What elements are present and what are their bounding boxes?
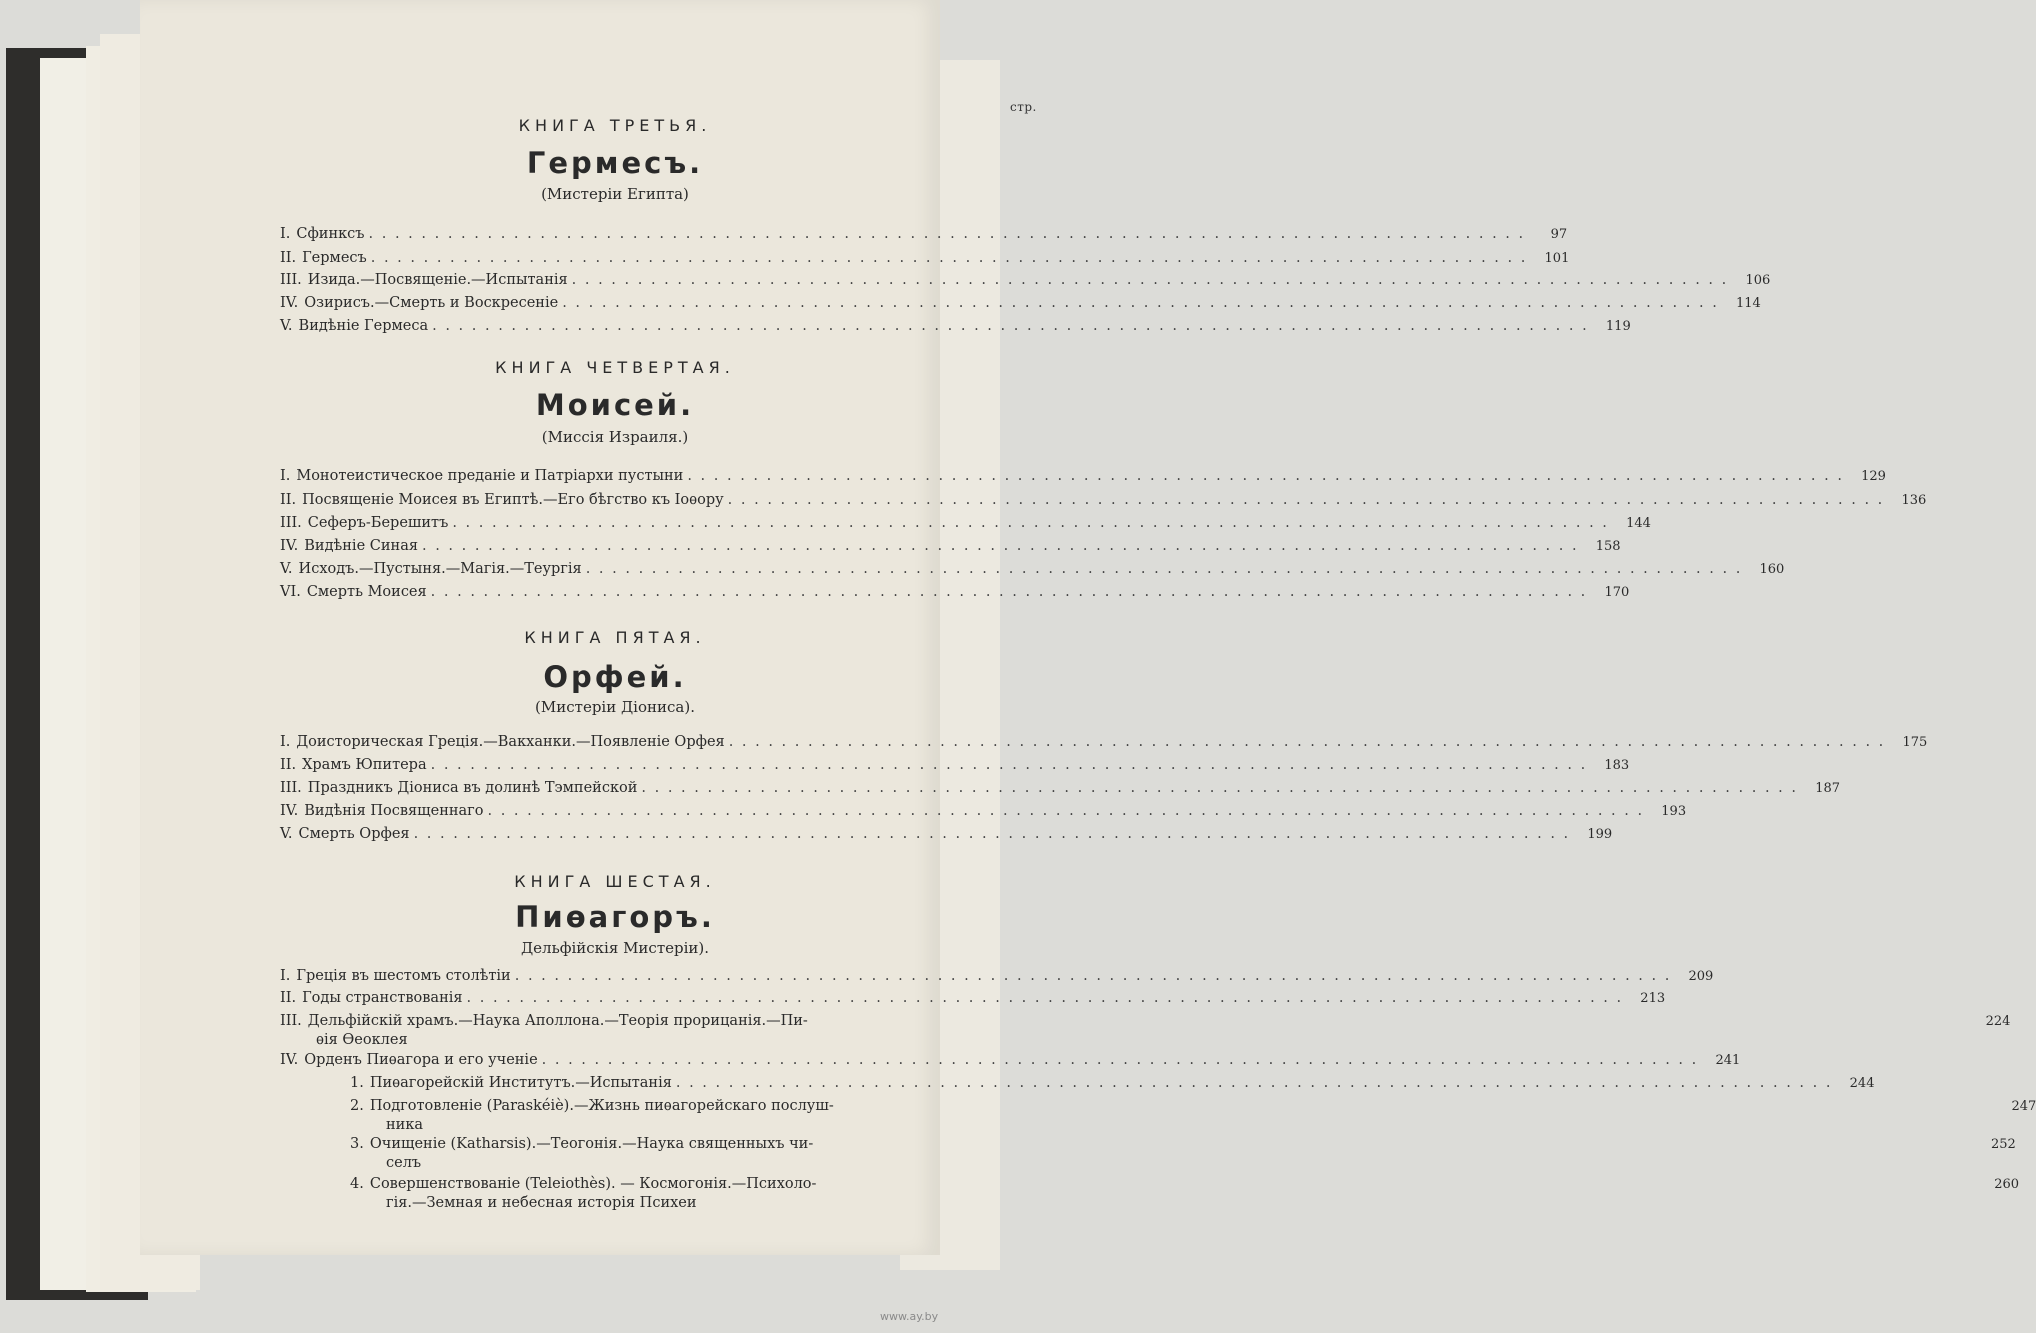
toc-entry xyxy=(280,250,1570,266)
contents-page xyxy=(140,0,2036,1255)
toc-entry xyxy=(350,1136,2016,1152)
toc-entry-page: 193 xyxy=(1661,804,1687,819)
toc-entry-page: 97 xyxy=(1550,227,1568,242)
toc-entry-title: Дельфійскій храмъ.—Наука Аполлона.—Теорія прорицанія.—Пи- xyxy=(307,1013,808,1029)
toc-entry-number: III. xyxy=(280,515,302,531)
toc-entry-number: IV. xyxy=(280,538,299,554)
toc-entry-title: Греція въ шестомъ столѣтіи xyxy=(296,968,511,984)
toc-entry xyxy=(280,734,1928,750)
toc-entry-page: 175 xyxy=(1902,735,1928,750)
dot-leader xyxy=(542,1052,1699,1068)
toc-entry-number: II. xyxy=(280,757,297,773)
toc-entry-title-continuation: гія.—Земная и небесная исторія Психеи xyxy=(386,1195,697,1211)
toc-entry-page: 170 xyxy=(1604,585,1630,600)
dot-leader xyxy=(562,295,1719,311)
book-title: Гермесъ. xyxy=(526,146,704,180)
toc-entry-number: 1. xyxy=(350,1075,364,1091)
toc-entry-title: Праздникъ Діониса въ долинѣ Тэмпейской xyxy=(307,780,638,796)
toc-entry-page: 114 xyxy=(1735,296,1761,311)
toc-entry-number: II. xyxy=(280,990,297,1006)
toc-entry-number: II. xyxy=(280,492,297,508)
book-label: КНИГА ШЕСТАЯ. xyxy=(514,872,716,891)
toc-entry xyxy=(280,538,1621,554)
watermark: www.ay.by xyxy=(880,1310,939,1323)
toc-entry-title: Орденъ Пиѳагора и его ученіе xyxy=(304,1052,538,1068)
toc-entry-page: 183 xyxy=(1604,758,1630,773)
toc-entry xyxy=(280,757,1630,773)
toc-entry-page: 129 xyxy=(1861,469,1886,484)
book-subtitle: Дельфійскія Мистеріи). xyxy=(520,939,710,957)
toc-entry-title: Видѣніе Синая xyxy=(304,538,418,554)
book-title: Моисей. xyxy=(535,388,695,422)
dot-leader xyxy=(371,250,1528,266)
toc-entry-page: 158 xyxy=(1595,539,1621,554)
toc-entry-page: 136 xyxy=(1901,493,1927,508)
dot-leader xyxy=(422,538,1579,554)
toc-entry xyxy=(350,1098,2036,1114)
dot-leader xyxy=(467,990,1624,1006)
toc-entry-title: Годы странствованія xyxy=(302,990,463,1006)
toc-entry-number: IV. xyxy=(280,295,299,311)
toc-entry-number: V. xyxy=(280,561,293,577)
toc-entry xyxy=(280,826,1613,842)
toc-entry-number: 3. xyxy=(350,1136,364,1152)
dot-leader xyxy=(687,468,1844,484)
toc-entry-number: II. xyxy=(280,250,297,266)
toc-entry xyxy=(280,515,1651,531)
toc-entry-title: Подготовленіе (Paraskéiè).—Жизнь пиѳагорейскаго послуш- xyxy=(369,1098,834,1114)
toc-entry xyxy=(280,492,1927,508)
toc-entry-title: Смерть Орфея xyxy=(298,826,410,842)
toc-entry xyxy=(280,1052,1741,1068)
book-label: КНИГА ПЯТАЯ. xyxy=(524,628,706,647)
toc-entry-title-continuation: селъ xyxy=(386,1155,422,1171)
toc-entry-title: Монотеистическое преданіе и Патріархи пустыни xyxy=(296,468,684,484)
toc-entry xyxy=(280,226,1568,242)
toc-entry-number: I. xyxy=(280,226,291,242)
toc-entry-title: Доисторическая Греція.—Вакханки.—Появленіе Орфея xyxy=(296,734,725,750)
toc-entry-page: 187 xyxy=(1815,781,1841,796)
toc-entry-title: Очищеніе (Katharsis).—Теогонія.—Наука священныхъ чи- xyxy=(369,1136,814,1152)
toc-entry-page: 160 xyxy=(1759,562,1785,577)
toc-entry-number: III. xyxy=(280,272,302,288)
toc-entry-number: 2. xyxy=(350,1098,364,1114)
toc-entry-title: Совершенствованіе (Teleiothès). — Космогонія.—Психоло- xyxy=(369,1176,817,1192)
toc-entry-title: Смерть Моисея xyxy=(306,584,427,600)
toc-entry xyxy=(280,780,1841,796)
book-subtitle: (Мистеріи Діониса). xyxy=(535,698,695,716)
toc-entry-number: I. xyxy=(280,734,291,750)
toc-entry-number: I. xyxy=(280,968,291,984)
toc-entry xyxy=(280,968,1714,984)
toc-entry-number: III. xyxy=(280,780,302,796)
dot-leader xyxy=(729,734,1886,750)
toc-entry xyxy=(280,1013,2011,1029)
toc-entry-number: IV. xyxy=(280,803,299,819)
toc-entry xyxy=(280,561,1785,577)
toc-entry-page: 252 xyxy=(1991,1137,2016,1152)
book-title: Пиѳагоръ. xyxy=(515,900,715,934)
toc-entry-title: Сфинксъ xyxy=(296,226,365,242)
toc-entry xyxy=(280,295,1761,311)
toc-entry xyxy=(280,468,1886,484)
toc-entry xyxy=(280,803,1687,819)
dot-leader xyxy=(452,515,1609,531)
toc-entry-number: IV. xyxy=(280,1052,299,1068)
toc-entry-title: Пиѳагорейскій Институтъ.—Испытанія xyxy=(369,1075,672,1091)
toc-entry-page: 209 xyxy=(1688,969,1714,984)
toc-entry-page: 260 xyxy=(1994,1177,2020,1192)
toc-entry-title: Гермесъ xyxy=(302,250,367,266)
dot-leader xyxy=(641,780,1798,796)
dot-leader xyxy=(432,318,1589,334)
dot-leader xyxy=(586,561,1743,577)
dot-leader xyxy=(431,757,1588,773)
toc-entry-number: I. xyxy=(280,468,291,484)
toc-entry xyxy=(350,1075,1875,1091)
toc-entry xyxy=(350,1176,2020,1192)
dot-leader xyxy=(431,584,1588,600)
toc-entry-page: 199 xyxy=(1587,827,1613,842)
toc-entry-title: Сеферъ-Берешитъ xyxy=(307,515,449,531)
toc-entry-number: V. xyxy=(280,826,293,842)
toc-entry-number: V. xyxy=(280,318,293,334)
dot-leader xyxy=(414,826,1571,842)
toc-entry-page: 101 xyxy=(1544,251,1570,266)
toc-entry xyxy=(280,318,1631,334)
toc-entry-page: 247 xyxy=(2011,1099,2036,1114)
book-title: Орфей. xyxy=(543,660,687,694)
dot-leader xyxy=(515,968,1672,984)
toc-entry xyxy=(280,272,1771,288)
toc-entry-title: Посвященіе Моисея въ Египтѣ.—Его бѣгство къ Іоѳору xyxy=(302,492,724,508)
toc-entry-title-continuation: ѳія Ѳеоклея xyxy=(316,1032,408,1048)
book-label: КНИГА ЧЕТВЕРТАЯ. xyxy=(495,358,735,377)
toc-entry-page: 106 xyxy=(1745,273,1771,288)
book-subtitle: (Мистеріи Египта) xyxy=(541,185,689,203)
dot-leader xyxy=(369,226,1526,242)
dot-leader xyxy=(572,272,1729,288)
dot-leader xyxy=(488,803,1645,819)
page-column-header: стр. xyxy=(1010,100,1037,114)
book-subtitle: (Миссія Израиля.) xyxy=(541,428,689,446)
toc-entry-page: 213 xyxy=(1640,991,1666,1006)
toc-entry-title: Видѣнія Посвященнаго xyxy=(304,803,484,819)
toc-entry-number: III. xyxy=(280,1013,302,1029)
toc-entry-title: Исходъ.—Пустыня.—Магія.—Теургія xyxy=(298,561,582,577)
toc-entry-page: 119 xyxy=(1605,319,1631,334)
toc-entry-page: 244 xyxy=(1849,1076,1875,1091)
toc-entry-title: Озирисъ.—Смерть и Воскресеніе xyxy=(304,295,559,311)
toc-entry-page: 224 xyxy=(1985,1014,2011,1029)
toc-entry xyxy=(280,990,1666,1006)
toc-entry-title: Изида.—Посвященіе.—Испытанія xyxy=(307,272,568,288)
toc-entry-title-continuation: ника xyxy=(386,1117,424,1133)
toc-entry xyxy=(280,584,1630,600)
toc-entry-page: 144 xyxy=(1626,516,1651,531)
toc-entry-number: 4. xyxy=(350,1176,364,1192)
toc-entry-title: Храмъ Юпитера xyxy=(302,757,427,773)
toc-entry-page: 241 xyxy=(1715,1053,1741,1068)
dot-leader xyxy=(676,1075,1833,1091)
toc-entry-title: Видѣніе Гермеса xyxy=(298,318,429,334)
book-label: КНИГА ТРЕТЬЯ. xyxy=(518,116,712,135)
toc-entry-number: VI. xyxy=(280,584,301,600)
dot-leader xyxy=(728,492,1885,508)
